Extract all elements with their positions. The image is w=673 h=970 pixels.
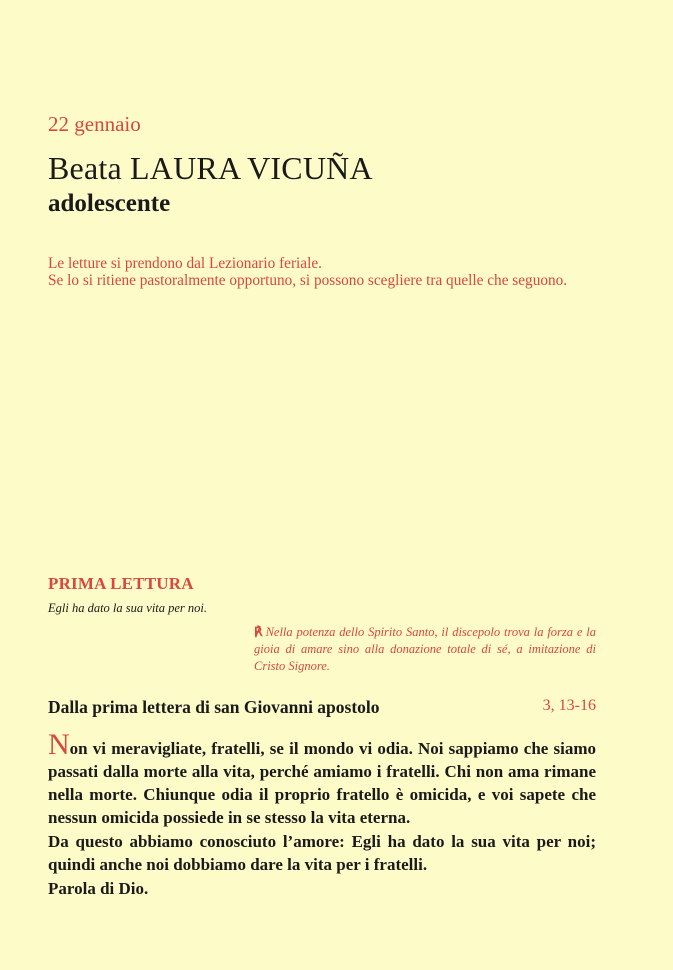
reading-source [48,697,596,718]
reading-closing: Parola di Dio. [48,879,149,898]
paragraph-1-text: on vi meravigliate, fratelli, se il mondo vi odia. Noi sappiamo che siamo passati dalla morte alla vita, perché amiamo i fratelli. Chi non ama rimane nella morte. Chiunque odia il proprio fratello è omicida, e voi sapete che nessun omicida possiede in se stesso la vita eterna. [48,739,596,827]
reading-note [254,624,596,675]
intro-line-1: Le letture si prendono dal Lezionario feriale. [48,255,322,272]
drop-cap: N [48,728,70,761]
response-symbol-icon: ℟ [254,625,263,639]
reading-source-text: Dalla prima lettera di san Giovanni apostolo [48,697,380,717]
reading-theme: Egli ha dato la sua vita per noi. [48,601,208,615]
reading-heading: PRIMA LETTURA [48,574,194,593]
intro-rubric [48,255,596,289]
page-title: Beata LAURA VICUÑA [48,150,373,186]
reading-paragraph-1 [48,728,596,829]
reading-reference: 3, 13-16 [542,697,596,714]
page-subtitle: adolescente [48,190,171,217]
intro-line-2: Se lo si ritiene pastoralmente opportuno, si possono scegliere tra quelle che seguono. [48,272,568,289]
date-label: 22 gennaio [48,112,141,136]
reading-note-text: Nella potenza dello Spirito Santo, il discepolo trova la forza e la gioia di amare sino alla donazione totale di sé, a imitazione di Cristo Signore. [254,625,596,673]
reading-paragraph-2: Da questo abbiamo conosciuto l’amore: Egli ha dato la sua vita per noi; quindi anche noi dobbiamo dare la vita per i fratelli. [48,832,596,874]
